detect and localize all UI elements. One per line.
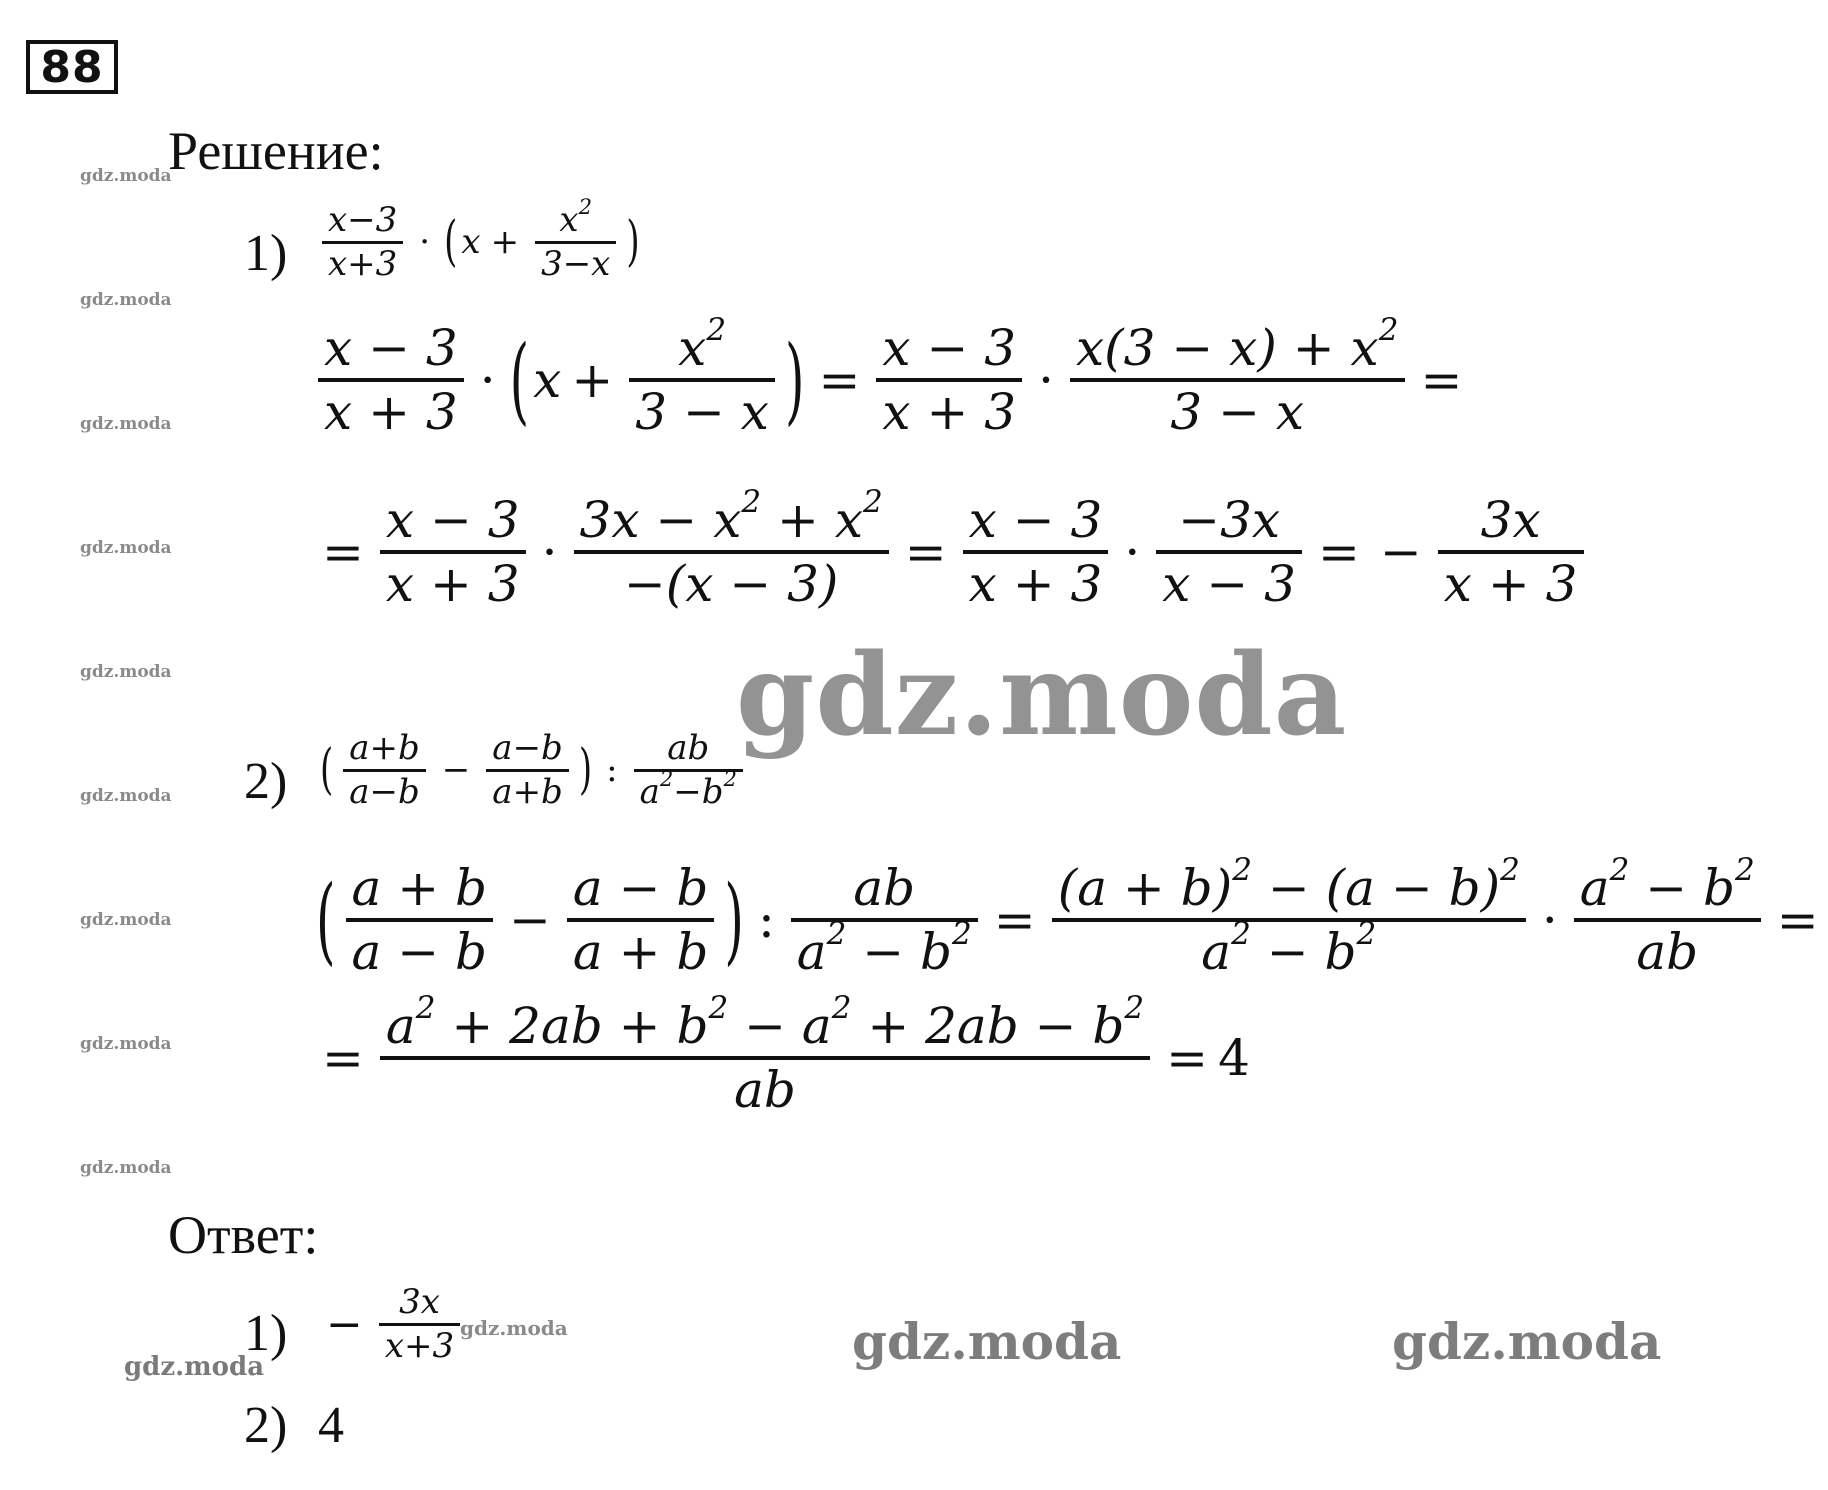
part2-step2: = $\frac{a^2 + 2ab + b^2 - a^2 + 2ab - b^2}{ab}$ = 4 [322,990,1250,1119]
watermark: gdz.moda [80,1158,172,1178]
numerator: x−3 [328,200,398,240]
fraction [343,728,426,813]
watermark: gdz.moda [80,910,172,930]
denominator: x + 3 [882,383,1017,441]
answer2-value: 4 [318,1397,344,1454]
fraction [963,490,1109,614]
watermark: gdz.moda [460,1316,568,1340]
numerator: x − 3 [385,491,520,549]
denominator: a − b [351,923,488,981]
denominator: x − 3 [1162,555,1296,613]
fraction [629,312,775,442]
fraction [876,318,1022,442]
answer-heading: Ответ: [168,1205,319,1265]
answer1-label: 1) [244,1305,288,1362]
result-value: 4 [1218,1029,1250,1087]
fraction [322,200,403,285]
numerator: x − 3 [324,319,458,377]
fraction [380,990,1150,1120]
watermark: gdz.moda [80,786,172,806]
part1-label: 1) [244,225,288,282]
fraction [1574,852,1761,982]
denominator: x + 3 [385,555,520,613]
numerator: a − b [572,859,709,917]
watermark: gdz.moda [80,290,172,310]
numerator: −3x [1178,491,1281,549]
numerator: a+b [349,728,420,768]
denominator: $a^2 - b^2$ [1201,916,1377,981]
fraction [380,490,526,614]
denominator: $a^2 - b^2$ [796,916,972,981]
part1-statement: $\frac{x-3}{x+3}$ · ( x + $\frac{x^2}{3-x}$ ) [316,200,644,285]
denominator: $a^2-b^2$ [639,765,737,812]
problem-number-badge: 88 [26,40,118,94]
denominator: a−b [349,771,420,812]
part2-label: 2) [244,753,288,810]
numerator: x − 3 [882,319,1017,377]
numerator: 3x [399,1282,440,1322]
watermark: gdz.moda [1392,1312,1662,1371]
numerator: x − 3 [968,491,1103,549]
watermark: gdz.moda [80,662,172,682]
denominator: 3−x [541,243,611,284]
solution-heading: Решение: [168,121,384,181]
denominator: x + 3 [324,383,458,441]
numerator: $x(3 - x) + x^2$ [1075,312,1399,377]
denominator: a + b [572,923,709,981]
fraction [318,318,464,442]
fraction [486,728,569,813]
watermark: gdz.moda [852,1312,1122,1371]
fraction [791,858,978,982]
fraction [379,1282,460,1367]
fraction [1052,852,1526,982]
fraction [535,194,616,285]
numerator: $x^2$ [678,312,727,377]
denominator: −(x − 3) [623,555,839,613]
watermark: gdz.moda [124,1352,265,1382]
fraction [1438,490,1584,614]
denominator: 3 − x [635,383,769,441]
part1-step2: = $\frac{x - 3}{x + 3}$ · $\frac{3x - x^2 + x^2}{-(x - 3)}$ = $\frac{x - 3}{x + 3}$ · $\frac{-3x}{x - 3}$ = − $\frac{3x}{x + 3}$ [312,490,1590,614]
numerator: $a^2 + 2ab + b^2 - a^2 + 2ab - b^2$ [385,990,1145,1055]
numerator: ab [667,728,710,768]
denominator: x+3 [384,1325,455,1366]
numerator: $x^2$ [559,194,593,240]
numerator: a + b [351,859,488,917]
fraction [346,858,494,982]
fraction [567,858,715,982]
numerator: ab [853,859,916,917]
denominator: 3 − x [1170,383,1305,441]
watermark-large: gdz.moda [736,630,1348,761]
numerator: $a^2 - b^2$ [1579,852,1755,917]
denominator: ab [1636,923,1699,981]
part2-statement: ( $\frac{a+b}{a-b}$ − $\frac{a-b}{a+b}$ ) : $\frac{ab}{a^2-b^2}$ [316,728,749,813]
fraction [1156,490,1302,614]
denominator: ab [734,1061,796,1119]
fraction [574,484,889,614]
watermark: gdz.moda [80,166,172,186]
numerator: a−b [492,728,563,768]
denominator: a+b [492,771,563,812]
numerator: $(a + b)^2 - (a - b)^2$ [1057,852,1520,917]
term: x [461,222,481,263]
fraction [1070,312,1405,442]
denominator: x + 3 [968,555,1103,613]
term: x [533,351,562,409]
fraction [634,728,743,813]
numerator: 3x [1480,491,1541,549]
denominator: x + 3 [1443,555,1578,613]
answer1-value: − $\frac{3x}{x+3}$ [316,1282,466,1367]
part1-step1: $\frac{x - 3}{x + 3}$ · ( x + $\frac{x^2}{3 - x}$ ) = $\frac{x - 3}{x + 3}$ · $\frac{x(3 - x) + x^2}{3 - x}$ = [312,318,1472,442]
watermark: gdz.moda [80,414,172,434]
part2-step1: ( $\frac{a + b}{a - b}$ − $\frac{a - b}{a + b}$ ) : $\frac{ab}{a^2 - b^2}$ = $\frac{(a + b)^2 - (a - b)^2}{a^2 - b^2}$ · $\frac{a^2 - b^2}{ab}$ = [316,852,1819,981]
watermark: gdz.moda [80,538,172,558]
watermark: gdz.moda [80,1034,172,1054]
denominator: x+3 [328,243,398,284]
numerator: $3x - x^2 + x^2$ [579,484,883,549]
answer2-label: 2) [244,1397,288,1454]
